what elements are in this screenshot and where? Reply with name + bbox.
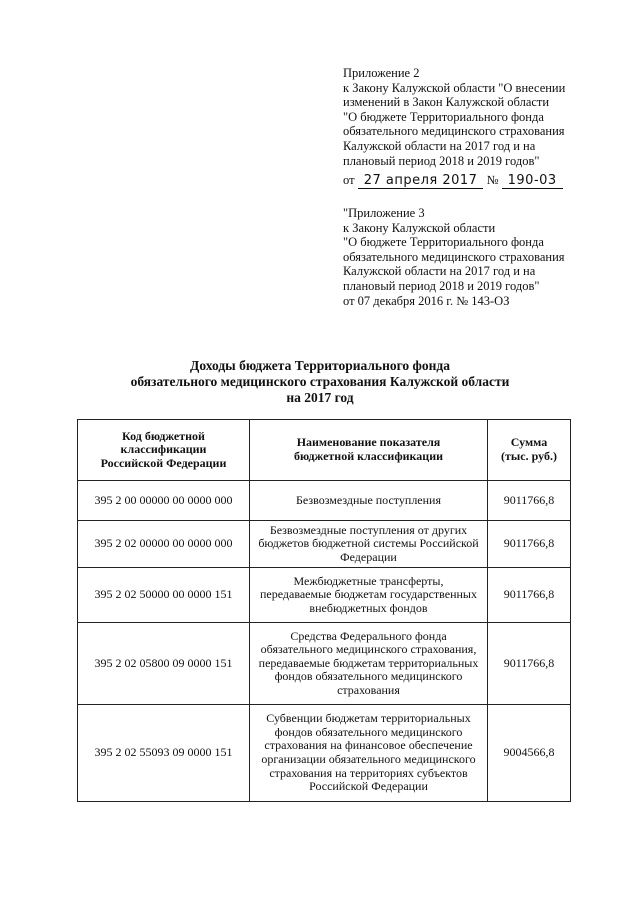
header-name bbox=[250, 420, 488, 481]
appendix-2-line: изменений в Закон Калужской области bbox=[343, 95, 550, 110]
document-title bbox=[0, 358, 640, 406]
row-name-line: Субвенции бюджетам территориальных bbox=[266, 711, 471, 726]
title-line: на 2017 год bbox=[286, 390, 354, 405]
row-name-line: Федерации bbox=[340, 549, 397, 564]
appendix-2-line: к Закону Калужской области "О внесении bbox=[343, 80, 566, 95]
header-code bbox=[78, 420, 250, 481]
table-header-row bbox=[78, 420, 571, 481]
title-line: обязательного медицинского страхования Калужской области bbox=[130, 374, 510, 389]
row-name bbox=[250, 481, 488, 521]
appendix-3-line: плановый период 2018 и 2019 годов" bbox=[343, 278, 540, 293]
header-name-line: бюджетной классификации bbox=[293, 449, 444, 463]
appendix-3-line: Калужской области на 2017 год и на bbox=[343, 264, 536, 279]
row-name-line: передаваемые бюджетам государственных bbox=[260, 587, 477, 602]
row-amount: 9004566,8 bbox=[488, 705, 571, 802]
row-code: 395 2 02 00000 00 0000 000 bbox=[78, 521, 250, 568]
row-amount: 9011766,8 bbox=[488, 481, 571, 521]
appendix-2-line: Калужской области на 2017 год и на bbox=[343, 138, 536, 153]
header-amount-line: (тыс. руб.) bbox=[501, 449, 557, 463]
appendix-3-line: от 07 декабря 2016 г. № 143-ОЗ bbox=[343, 293, 510, 308]
table-row bbox=[78, 481, 571, 521]
row-name-line: Средства Федерального фонда bbox=[290, 628, 447, 643]
appendix-3-header bbox=[343, 206, 565, 308]
law-date-number-line bbox=[343, 173, 563, 189]
header-amount bbox=[488, 420, 571, 481]
row-name-line: страхования bbox=[337, 682, 400, 697]
row-code: 395 2 02 55093 09 0000 151 bbox=[78, 705, 250, 802]
appendix-2-line: "О бюджете Территориального фонда bbox=[343, 109, 544, 124]
row-name-line: страхования на территориях субъектов bbox=[269, 765, 468, 780]
title-line: Доходы бюджета Территориального фонда bbox=[190, 358, 450, 373]
header-name-line: Наименование показателя bbox=[296, 435, 441, 450]
table-row bbox=[78, 705, 571, 802]
header-code-line: классификации bbox=[120, 442, 207, 457]
row-name-line: обязательного медицинского страхования, bbox=[260, 642, 477, 657]
row-amount: 9011766,8 bbox=[488, 568, 571, 623]
appendix-2-line: Приложение 2 bbox=[343, 66, 420, 80]
row-name-line: передаваемые бюджетам территориальных bbox=[258, 655, 479, 670]
appendix-3-line: к Закону Калужской области bbox=[343, 220, 496, 235]
revenue-table bbox=[77, 419, 571, 802]
table-row bbox=[78, 521, 571, 568]
number-label: № bbox=[486, 173, 499, 187]
row-name-line: Российской Федерации bbox=[309, 779, 428, 794]
appendix-2-header bbox=[343, 66, 565, 168]
row-name-line: бюджетов бюджетной системы Российской bbox=[258, 536, 479, 551]
law-number: 190-03 bbox=[502, 173, 563, 189]
header-code-line: Код бюджетной bbox=[122, 428, 205, 443]
row-name bbox=[250, 623, 488, 705]
row-code: 395 2 00 00000 00 0000 000 bbox=[78, 481, 250, 521]
appendix-3-line: "Приложение 3 bbox=[343, 206, 425, 220]
row-name bbox=[250, 568, 488, 623]
table-row bbox=[78, 623, 571, 705]
header-amount-line: Сумма bbox=[510, 435, 548, 450]
row-name-line: Безвозмездные поступления bbox=[296, 492, 441, 507]
row-name bbox=[250, 521, 488, 568]
row-name-line: Межбюджетные трансферты, bbox=[293, 573, 444, 588]
appendix-3-line: обязательного медицинского страхования bbox=[343, 249, 565, 264]
table-row bbox=[78, 568, 571, 623]
row-name-line: фондов обязательного медицинского bbox=[274, 724, 463, 739]
row-code: 395 2 02 05800 09 0000 151 bbox=[78, 623, 250, 705]
law-date: 27 апреля 2017 bbox=[358, 173, 484, 189]
row-amount: 9011766,8 bbox=[488, 521, 571, 568]
row-name-line: фондов обязательного медицинского bbox=[274, 669, 463, 684]
row-amount: 9011766,8 bbox=[488, 623, 571, 705]
appendix-3-line: "О бюджете Территориального фонда bbox=[343, 235, 544, 250]
appendix-2-line: обязательного медицинского страхования bbox=[343, 124, 565, 139]
appendix-2-line: плановый период 2018 и 2019 годов" bbox=[343, 153, 540, 168]
row-code: 395 2 02 50000 00 0000 151 bbox=[78, 568, 250, 623]
row-name bbox=[250, 705, 488, 802]
from-label: от bbox=[343, 173, 355, 187]
row-name-line: страхования на финансовое обеспечение bbox=[264, 738, 473, 753]
header-code-line: Российской Федерации bbox=[100, 455, 227, 470]
row-name-line: Безвозмездные поступления от других bbox=[269, 522, 468, 537]
row-name-line: внебюджетных фондов bbox=[309, 600, 428, 615]
row-name-line: организации обязательного медицинского bbox=[261, 752, 476, 766]
